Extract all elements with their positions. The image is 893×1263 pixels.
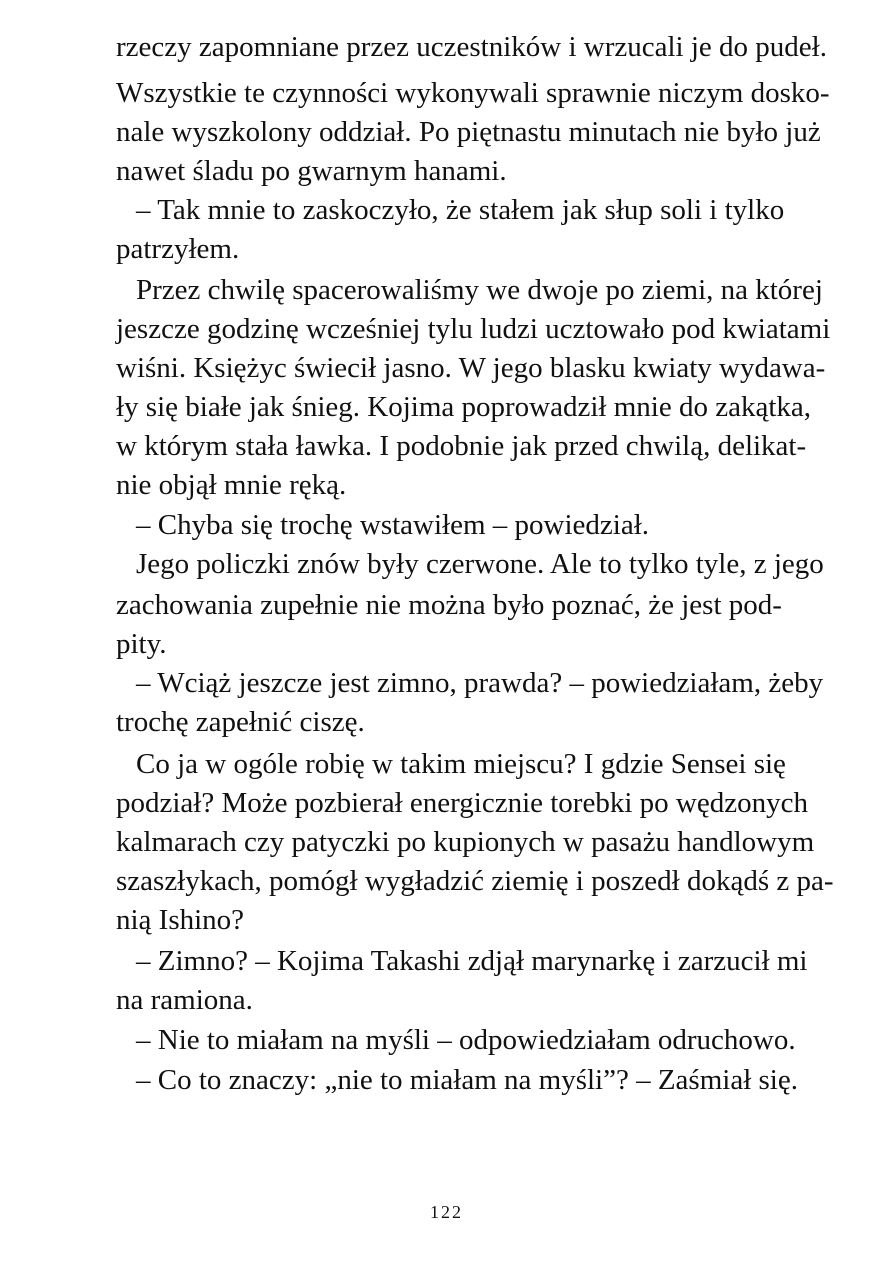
text-line: rzeczy zapomniane przez uczestników i wrzucali je do pudeł. bbox=[116, 31, 827, 63]
text-line: ły się białe jak śnieg. Kojima poprowadził mnie do zakątka, bbox=[116, 391, 811, 423]
text-line: patrzyłem. bbox=[116, 233, 240, 265]
text-line: Przez chwilę spacerowaliśmy we dwoje po ziemi, na której bbox=[136, 274, 823, 306]
text-line: jeszcze godzinę wcześniej tylu ludzi ucztowało pod kwiatami bbox=[116, 313, 831, 345]
text-line: – Co to znaczy: „nie to miałam na myśli”? – Zaśmiał się. bbox=[136, 1064, 798, 1096]
text-line: nale wyszkolony oddział. Po piętnastu minutach nie było już bbox=[116, 116, 821, 148]
text-line: – Tak mnie to zaskoczyło, że stałem jak słup soli i tylko bbox=[136, 194, 785, 226]
text-line: Wszystkie te czynności wykonywali sprawnie niczym dosko- bbox=[116, 77, 830, 109]
text-line: Co ja w ogóle robię w takim miejscu? I gdzie Sensei się bbox=[136, 748, 786, 780]
text-line: – Nie to miałam na myśli – odpowiedziałam odruchowo. bbox=[136, 1024, 796, 1056]
text-line: Jego policzki znów były czerwone. Ale to tylko tyle, z jego bbox=[136, 548, 824, 580]
text-line: kalmarach czy patyczki po kupionych w pasażu handlowym bbox=[116, 826, 815, 858]
text-line: trochę zapełnić ciszę. bbox=[116, 706, 365, 738]
text-line: zachowania zupełnie nie można było poznać, że jest pod- bbox=[116, 589, 782, 621]
page-number: 122 bbox=[430, 1202, 463, 1222]
text-line: – Wciąż jeszcze jest zimno, prawda? – powiedziałam, żeby bbox=[136, 667, 824, 699]
text-line: nią Ishino? bbox=[116, 904, 245, 936]
text-line: pity. bbox=[116, 628, 167, 660]
text-line: – Zimno? – Kojima Takashi zdjął marynarkę i zarzucił mi bbox=[136, 945, 808, 977]
text-line: na ramiona. bbox=[116, 984, 253, 1016]
text-line: w którym stała ławka. I podobnie jak przed chwilą, delikat- bbox=[116, 430, 807, 462]
text-line: podział? Może pozbierał energicznie torebki po wędzonych bbox=[116, 787, 808, 819]
text-line: szaszłykach, pomógł wygładzić ziemię i poszedł dokądś z pa- bbox=[116, 865, 834, 897]
text-line: wiśni. Księżyc świecił jasno. W jego blasku kwiaty wydawa- bbox=[116, 352, 826, 384]
text-line: – Chyba się trochę wstawiłem – powiedział. bbox=[136, 509, 650, 541]
text-line: nawet śladu po gwarnym hanami. bbox=[116, 155, 507, 187]
text-line: nie objął mnie ręką. bbox=[116, 469, 347, 501]
